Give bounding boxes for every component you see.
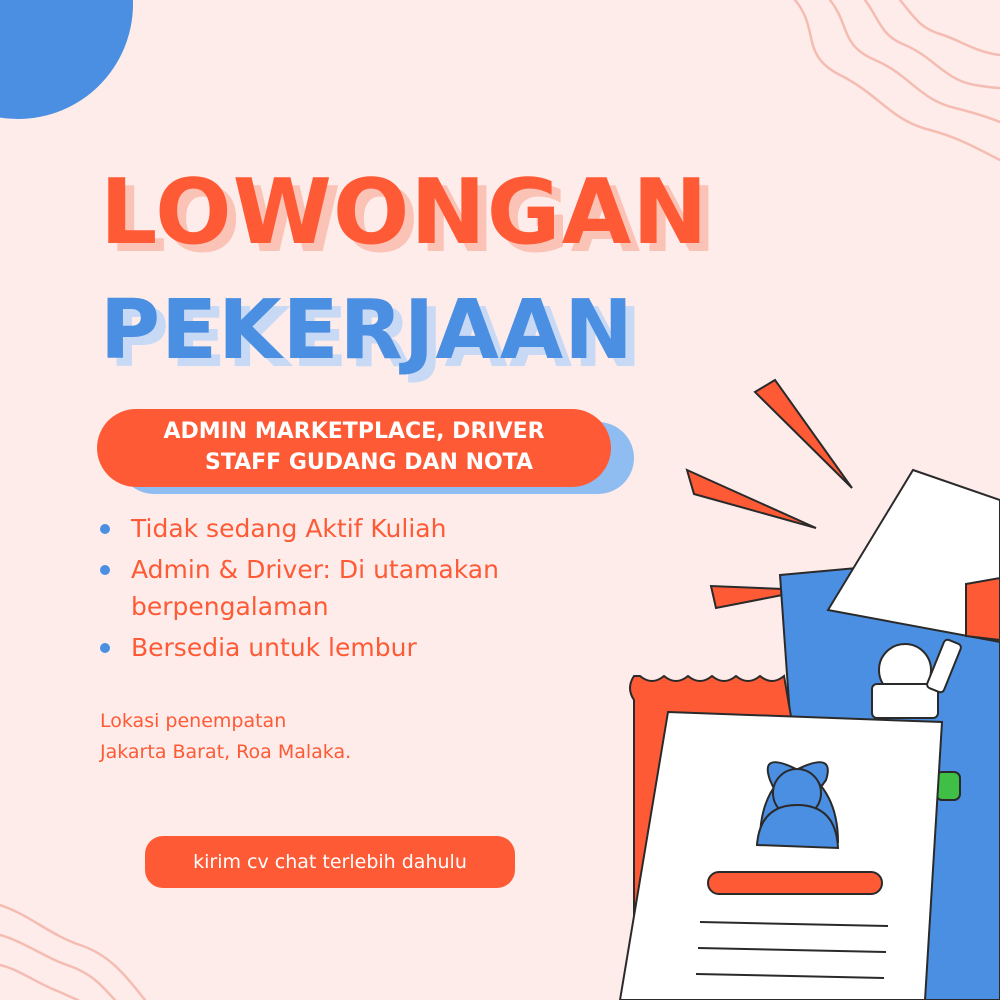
megaphone-ray-icon (755, 380, 852, 488)
requirement-text-continued: berpengalaman (131, 592, 329, 621)
send-cv-button[interactable]: kirim cv chat terlebih dahulu (145, 836, 515, 888)
title-pekerjaan: PEKERJAAN (100, 283, 634, 378)
location-value: Jakarta Barat, Roa Malaka. (100, 741, 352, 763)
position-line-2: STAFF GUDANG DAN NOTA (204, 450, 534, 475)
requirement-text: Admin & Driver: Di utamakan (131, 555, 499, 584)
position-line-1: ADMIN MARKETPLACE, DRIVER (163, 419, 545, 445)
resume-document-icon (620, 712, 942, 1000)
megaphone-ray-icon (687, 470, 816, 528)
requirement-text: Tidak sedang Aktif Kuliah (131, 514, 447, 543)
location-label: Lokasi penempatan (100, 710, 287, 732)
requirement-text: Bersedia untuk lembur (131, 633, 417, 662)
title-lowongan: LOWONGAN (100, 160, 709, 265)
